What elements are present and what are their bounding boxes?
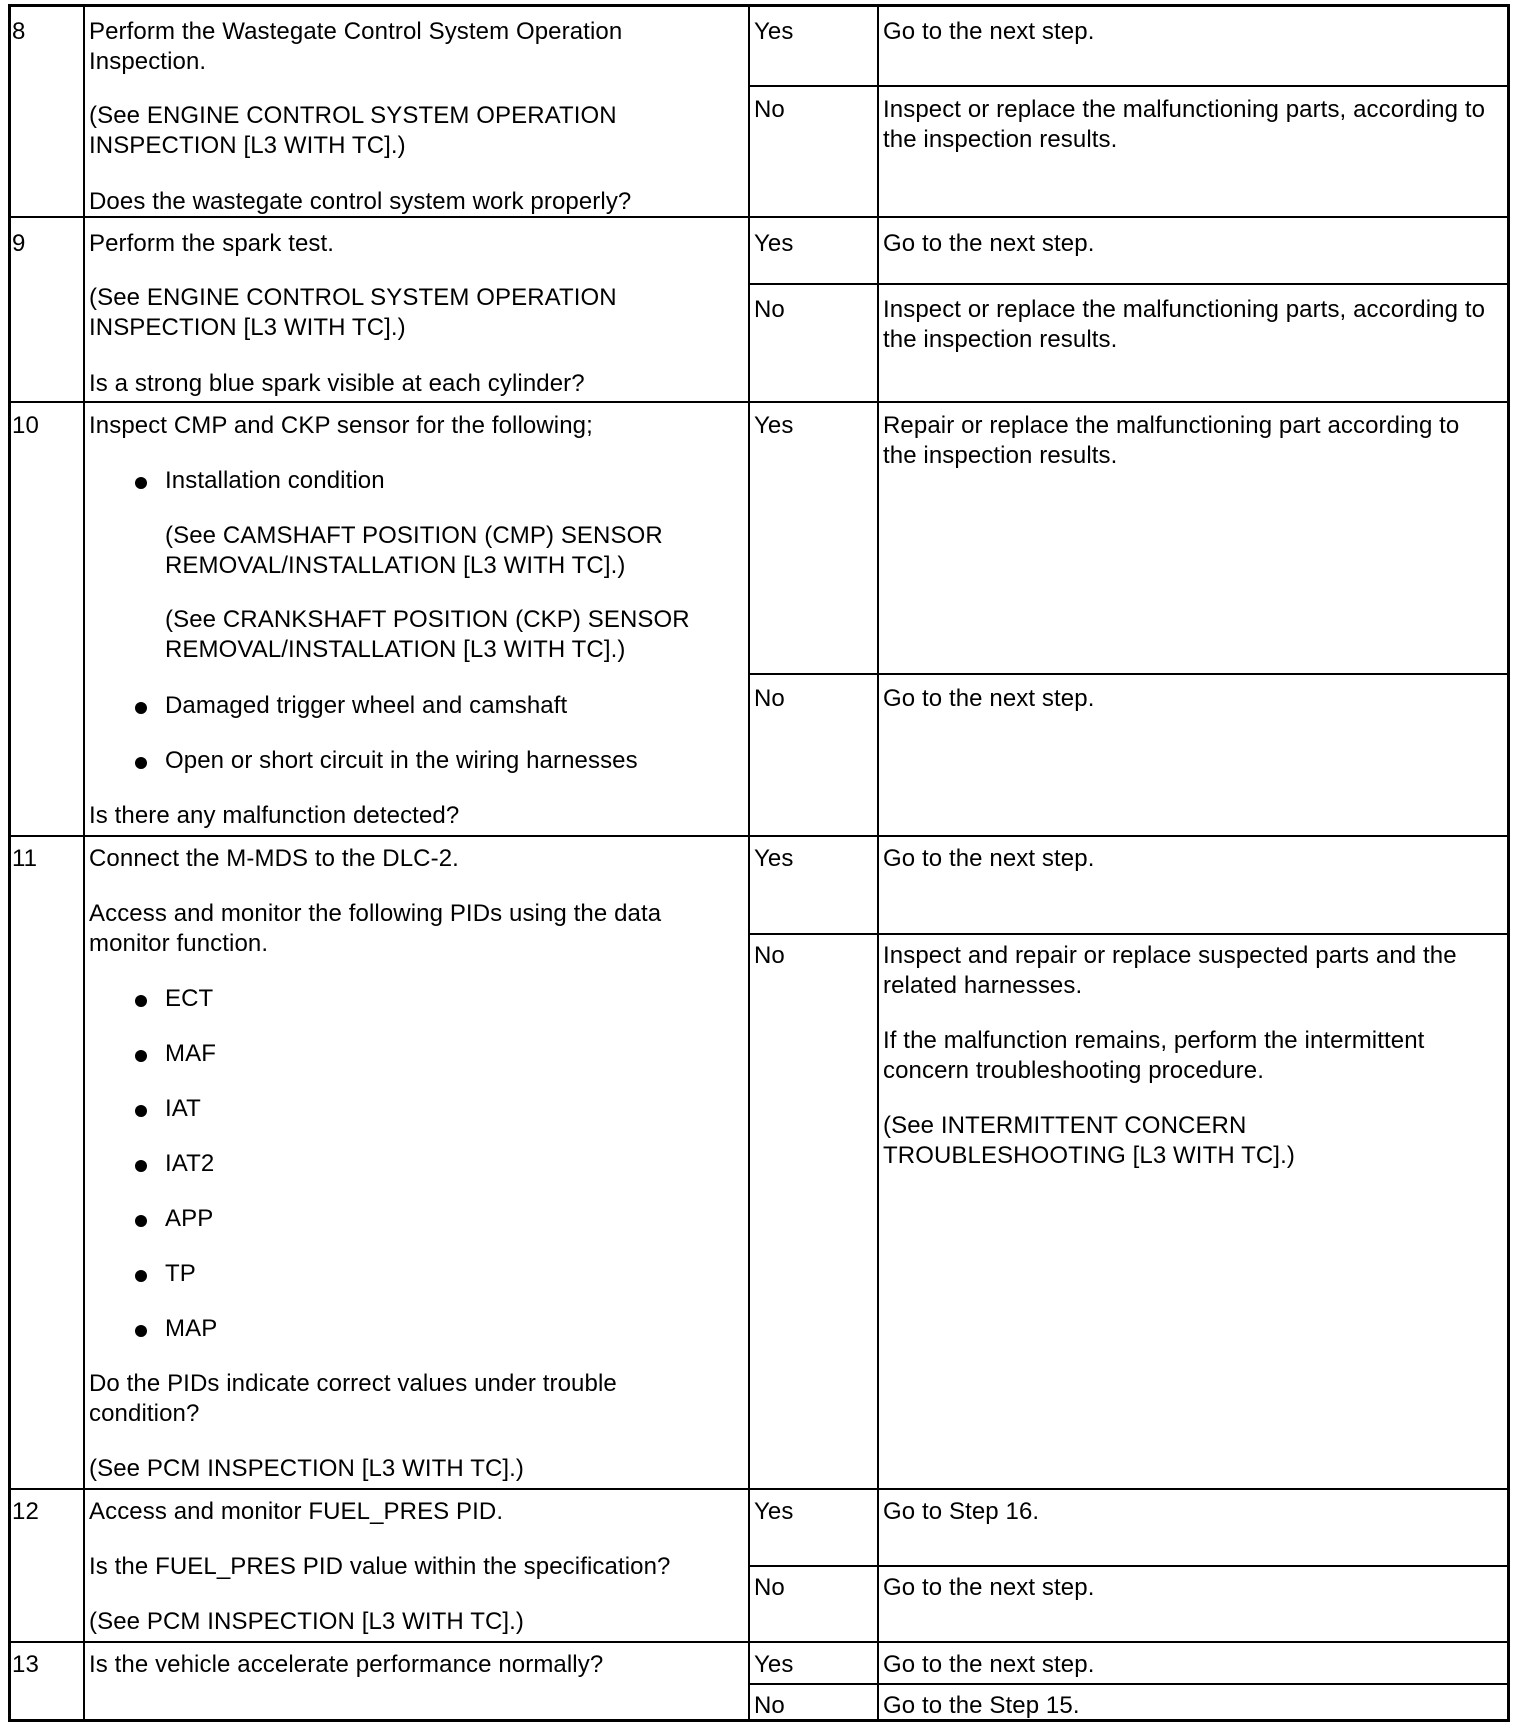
no-result: Inspect or replace the malfunctioning parts, according to [883,296,1486,323]
row-divider [11,1488,1507,1490]
action-text: (See CRANKSHAFT POSITION (CKP) SENSOR [165,606,690,633]
yes-label: Yes [754,18,794,45]
no-label: No [754,96,785,123]
action-question: Does the wastegate control system work properly? [89,188,632,215]
yes-label: Yes [754,230,794,257]
step-number: 10 [12,412,39,439]
action-text: (See CAMSHAFT POSITION (CMP) SENSOR [165,522,663,549]
step-number: 13 [12,1651,39,1678]
list-item: ECT [165,985,214,1012]
yes-label: Yes [754,1498,794,1525]
yes-label: Yes [754,1651,794,1678]
yes-no-divider [748,85,1507,87]
bullet-icon [135,1050,147,1062]
no-result: TROUBLESHOOTING [L3 WITH TC].) [883,1142,1295,1169]
no-result: Go to the next step. [883,685,1095,712]
action-question: Is a strong blue spark visible at each cylinder? [89,370,585,397]
no-label: No [754,942,785,969]
action-text: Connect the M-MDS to the DLC-2. [89,845,459,872]
no-result: Go to the next step. [883,1574,1095,1601]
action-question: Is the vehicle accelerate performance normally? [89,1651,604,1678]
yes-result: Go to Step 16. [883,1498,1040,1525]
yes-result: Go to the next step. [883,1651,1095,1678]
list-item: MAP [165,1315,218,1342]
action-question: Is there any malfunction detected? [89,802,460,829]
list-item: TP [165,1260,196,1287]
step-number: 8 [12,18,26,45]
bullet-icon [135,477,147,489]
no-label: No [754,1574,785,1601]
column-divider [748,7,750,1719]
list-item: MAF [165,1040,216,1067]
no-label: No [754,1692,785,1719]
bullet-icon [135,1160,147,1172]
yes-result: Go to the next step. [883,18,1095,45]
list-item: APP [165,1205,214,1232]
action-text: (See ENGINE CONTROL SYSTEM OPERATION [89,102,617,129]
bullet-icon [135,1215,147,1227]
action-text: Access and monitor the following PIDs using the data [89,900,662,927]
action-text: REMOVAL/INSTALLATION [L3 WITH TC].) [165,552,626,579]
action-question: Do the PIDs indicate correct values under trouble [89,1370,617,1397]
column-divider [83,7,85,1719]
list-item: IAT2 [165,1150,215,1177]
action-text: INSPECTION [L3 WITH TC].) [89,314,406,341]
action-text: REMOVAL/INSTALLATION [L3 WITH TC].) [165,636,626,663]
yes-result: Go to the next step. [883,845,1095,872]
action-text: Inspect CMP and CKP sensor for the following; [89,412,593,439]
list-item: Damaged trigger wheel and camshaft [165,692,568,719]
no-result: Inspect or replace the malfunctioning parts, according to [883,96,1486,123]
troubleshooting-table [8,4,1510,1722]
bullet-icon [135,702,147,714]
yes-result: Go to the next step. [883,230,1095,257]
action-text: Access and monitor FUEL_PRES PID. [89,1498,504,1525]
yes-label: Yes [754,412,794,439]
no-result: Inspect and repair or replace suspected parts and the [883,942,1457,969]
no-result: the inspection results. [883,326,1118,353]
no-result: concern troubleshooting procedure. [883,1057,1264,1084]
step-number: 12 [12,1498,39,1525]
no-label: No [754,685,785,712]
yes-no-divider [748,933,1507,935]
bullet-icon [135,757,147,769]
no-result: Go to the Step 15. [883,1692,1080,1719]
no-result: related harnesses. [883,972,1083,999]
list-item: Open or short circuit in the wiring harnesses [165,747,638,774]
bullet-icon [135,995,147,1007]
yes-no-divider [748,1565,1507,1567]
action-text: INSPECTION [L3 WITH TC].) [89,132,406,159]
no-result: If the malfunction remains, perform the intermittent [883,1027,1425,1054]
list-item: Installation condition [165,467,385,494]
action-text: monitor function. [89,930,269,957]
yes-result: Repair or replace the malfunctioning part according to [883,412,1460,439]
yes-no-divider [748,1683,1507,1685]
action-text: (See PCM INSPECTION [L3 WITH TC].) [89,1455,525,1482]
action-text: Perform the Wastegate Control System Operation [89,18,623,45]
no-label: No [754,296,785,323]
step-number: 11 [12,845,38,872]
action-question: Is the FUEL_PRES PID value within the specification? [89,1553,671,1580]
step-number: 9 [12,230,26,257]
yes-result: the inspection results. [883,442,1118,469]
bullet-icon [135,1105,147,1117]
action-text: (See ENGINE CONTROL SYSTEM OPERATION [89,284,617,311]
column-divider [877,7,879,1719]
list-item: IAT [165,1095,201,1122]
yes-label: Yes [754,845,794,872]
action-text: Inspection. [89,48,207,75]
bullet-icon [135,1325,147,1337]
action-text: (See PCM INSPECTION [L3 WITH TC].) [89,1608,525,1635]
yes-no-divider [748,283,1507,285]
action-text: Perform the spark test. [89,230,335,257]
bullet-icon [135,1270,147,1282]
no-result: the inspection results. [883,126,1118,153]
row-divider [11,401,1507,403]
row-divider [11,835,1507,837]
row-divider [11,1641,1507,1643]
yes-no-divider [748,673,1507,675]
action-question: condition? [89,1400,200,1427]
no-result: (See INTERMITTENT CONCERN [883,1112,1247,1139]
